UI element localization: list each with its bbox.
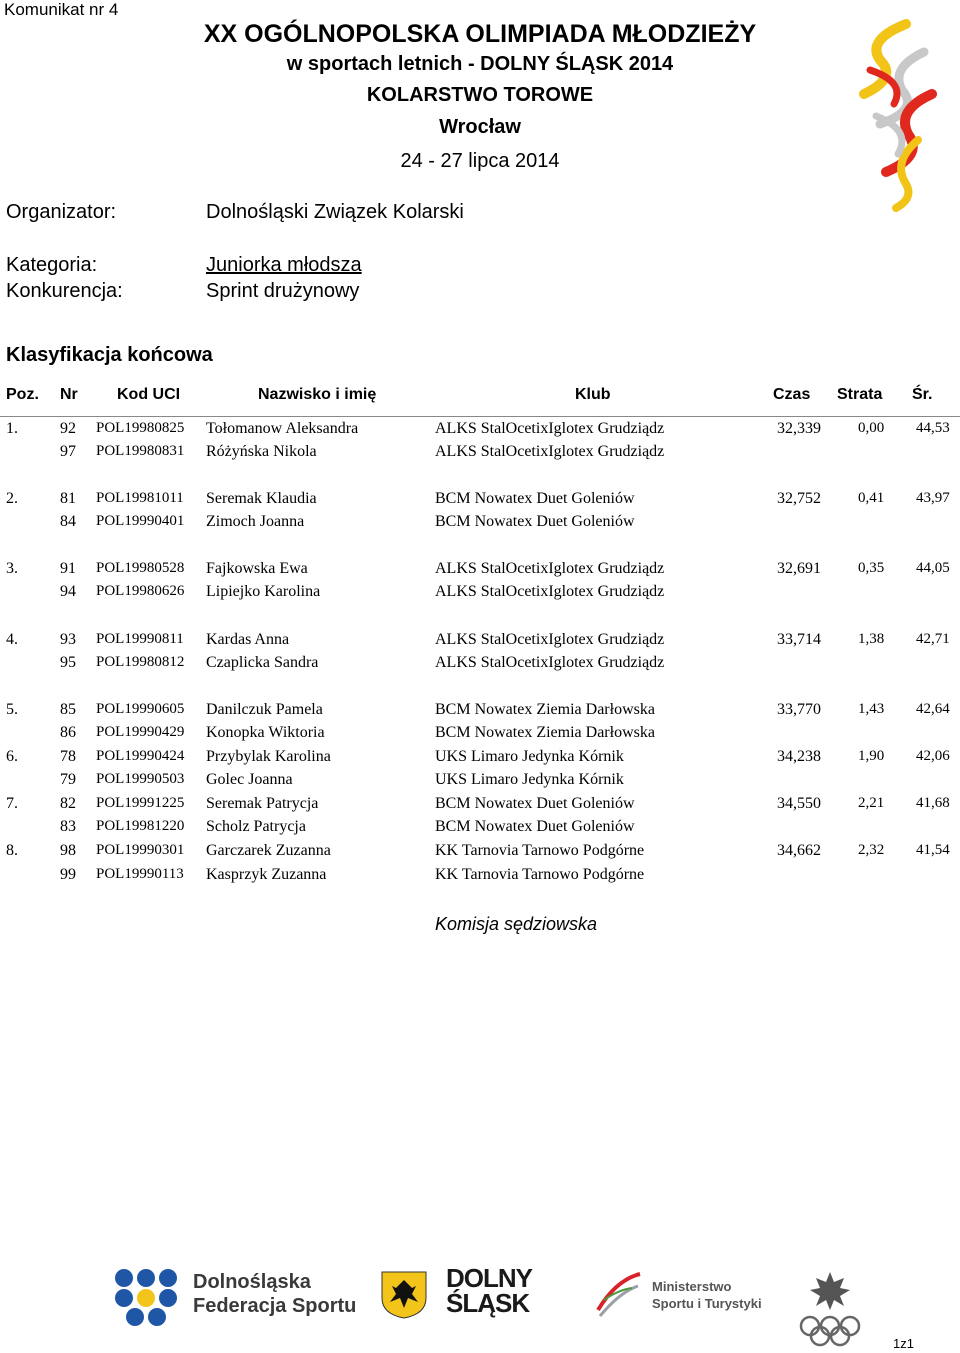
cell-loss: 2,21: [858, 795, 885, 811]
dolny-line1: DOLNY: [446, 1263, 532, 1293]
cell-nr: 94: [60, 583, 76, 600]
cell-name: Kardas Anna: [206, 631, 290, 648]
cell-poz: 1.: [6, 420, 18, 437]
cell-nr: 85: [60, 701, 76, 718]
cell-nr: 93: [60, 631, 76, 648]
cell-name: Czaplicka Sandra: [206, 654, 319, 671]
table-row: [0, 771, 960, 794]
cell-poz: 8.: [6, 842, 18, 859]
cell-club: BCM Nowatex Duet Goleniów: [435, 818, 635, 835]
city-title: Wrocław: [439, 116, 521, 138]
dates-title: 24 - 27 lipca 2014: [400, 150, 560, 172]
cell-uci: POL19990429: [96, 724, 185, 740]
table-row: [0, 420, 960, 443]
table-row: [0, 818, 960, 841]
header-poz: Poz.: [6, 386, 39, 403]
table-row: [0, 654, 960, 677]
cell-club: UKS Limaro Jedynka Kórnik: [435, 748, 624, 765]
cell-nr: 99: [60, 866, 76, 883]
header-speed: Śr.: [912, 386, 933, 403]
dfs-line1: Dolnośląska: [193, 1271, 311, 1293]
cell-uci: POL19990301: [96, 842, 185, 858]
cell-nr: 82: [60, 795, 76, 812]
cell-name: Garczarek Zuzanna: [206, 842, 331, 859]
competition-label: Konkurencja:: [6, 280, 123, 302]
cell-nr: 79: [60, 771, 76, 788]
page-title: XX OGÓLNOPOLSKA OLIMPIADA MŁODZIEŻY: [203, 20, 757, 48]
discipline-title: KOLARSTWO TOROWE: [366, 84, 594, 106]
category-label: Kategoria:: [6, 254, 98, 276]
header-divider: [0, 416, 960, 417]
cell-speed: 42,64: [916, 701, 950, 717]
cell-nr: 78: [60, 748, 76, 765]
header-nr: Nr: [60, 386, 78, 403]
cell-club: BCM Nowatex Ziemia Darłowska: [435, 724, 655, 741]
section-title: Klasyfikacja końcowa: [6, 344, 213, 366]
table-row: [0, 631, 960, 654]
header-club: Klub: [575, 386, 611, 403]
competition-value: Sprint drużynowy: [206, 280, 360, 302]
cell-nr: 81: [60, 490, 76, 507]
header-uci: Kod UCI: [117, 386, 181, 403]
cell-time: 34,550: [777, 795, 821, 812]
cell-loss: 0,00: [858, 420, 885, 436]
cell-club: ALKS StalOcetixIglotex Grudziądz: [435, 654, 665, 671]
cell-uci: POL19990424: [96, 748, 185, 764]
dfs-logo-icon: [112, 1266, 182, 1328]
organizer-value: Dolnośląski Związek Kolarski: [206, 201, 464, 223]
cell-uci: POL19980831: [96, 443, 185, 459]
cell-club: ALKS StalOcetixIglotex Grudziądz: [435, 560, 665, 577]
cell-club: BCM Nowatex Duet Goleniów: [435, 795, 635, 812]
cell-club: BCM Nowatex Duet Goleniów: [435, 490, 635, 507]
cell-nr: 84: [60, 513, 76, 530]
olympic-committee-logo-icon: [790, 1268, 870, 1348]
cell-uci: POL19990811: [96, 631, 184, 647]
dolny-slask-text: [446, 1263, 532, 1318]
table-row: [0, 724, 960, 747]
olympiad-logo-icon: [836, 12, 946, 212]
cell-club: ALKS StalOcetixIglotex Grudziądz: [435, 420, 665, 437]
cell-loss: 1,38: [858, 631, 885, 647]
cell-name: Różyńska Nikola: [206, 443, 317, 460]
cell-poz: 7.: [6, 795, 18, 812]
cell-club: KK Tarnovia Tarnowo Podgórne: [435, 866, 645, 883]
cell-uci: POL19981011: [96, 490, 184, 506]
cell-nr: 92: [60, 420, 76, 437]
cell-loss: 0,35: [858, 560, 885, 576]
table-row: [0, 842, 960, 865]
cell-name: Golec Joanna: [206, 771, 293, 788]
cell-poz: 2.: [6, 490, 18, 507]
table-row: [0, 866, 960, 889]
dfs-line2: Federacja Sportu: [193, 1295, 357, 1317]
header-time: Czas: [773, 386, 811, 403]
komisja-label: Komisja sędziowska: [435, 914, 598, 934]
cell-speed: 42,71: [916, 631, 950, 647]
cell-uci: POL19980626: [96, 583, 185, 599]
cell-time: 33,714: [777, 631, 821, 648]
cell-time: 34,238: [777, 748, 821, 765]
cell-name: Tołomanow Aleksandra: [206, 420, 359, 437]
cell-club: BCM Nowatex Duet Goleniów: [435, 513, 635, 530]
cell-poz: 4.: [6, 631, 18, 648]
cell-loss: 0,41: [858, 490, 885, 506]
cell-nr: 91: [60, 560, 76, 577]
page-number: 1z1: [893, 1336, 914, 1351]
cell-name: Lipiejko Karolina: [206, 583, 321, 600]
cell-name: Fajkowska Ewa: [206, 560, 308, 577]
table-row: [0, 490, 960, 513]
page-subtitle: w sportach letnich - DOLNY ŚLĄSK 2014: [286, 53, 674, 75]
cell-uci: POL19990401: [96, 513, 185, 529]
cell-time: 33,770: [777, 701, 821, 718]
cell-uci: POL19980812: [96, 654, 185, 670]
cell-name: Zimoch Joanna: [206, 513, 305, 530]
cell-name: Seremak Patrycja: [206, 795, 319, 812]
cell-speed: 44,05: [916, 560, 950, 576]
cell-nr: 95: [60, 654, 76, 671]
organizer-label: Organizator:: [6, 201, 117, 223]
cell-uci: POL19980825: [96, 420, 185, 436]
cell-speed: 41,68: [916, 795, 950, 811]
cell-uci: POL19990605: [96, 701, 185, 717]
table-row: [0, 443, 960, 466]
cell-club: KK Tarnovia Tarnowo Podgórne: [435, 842, 645, 859]
table-row: [0, 560, 960, 583]
ministry-text: [652, 1278, 762, 1312]
cell-time: 32,339: [777, 420, 821, 437]
cell-club: UKS Limaro Jedynka Kórnik: [435, 771, 624, 788]
cell-name: Kasprzyk Zuzanna: [206, 866, 327, 883]
cell-time: 34,662: [777, 842, 821, 859]
cell-club: ALKS StalOcetixIglotex Grudziądz: [435, 443, 665, 460]
cell-uci: POL19981220: [96, 818, 185, 834]
cell-uci: POL19990113: [96, 866, 184, 882]
table-row: [0, 583, 960, 606]
cell-name: Scholz Patrycja: [206, 818, 306, 835]
cell-uci: POL19991225: [96, 795, 185, 811]
cell-poz: 3.: [6, 560, 18, 577]
cell-time: 32,691: [777, 560, 821, 577]
cell-speed: 44,53: [916, 420, 950, 436]
cell-time: 32,752: [777, 490, 821, 507]
header-loss: Strata: [837, 386, 883, 403]
table-row: [0, 748, 960, 771]
header-name: Nazwisko i imię: [258, 386, 377, 403]
cell-poz: 5.: [6, 701, 18, 718]
cell-nr: 83: [60, 818, 76, 835]
cell-name: Danilczuk Pamela: [206, 701, 323, 718]
komunikat-label: Komunikat nr 4: [4, 0, 119, 19]
cell-speed: 43,97: [916, 490, 950, 506]
cell-name: Przybylak Karolina: [206, 748, 331, 765]
cell-speed: 42,06: [916, 748, 950, 764]
cell-uci: POL19980528: [96, 560, 185, 576]
table-row: [0, 701, 960, 724]
dolny-slask-crest-icon: [378, 1268, 430, 1320]
table-row: [0, 513, 960, 536]
cell-speed: 41,54: [916, 842, 950, 858]
cell-name: Seremak Klaudia: [206, 490, 317, 507]
ministry-line2: Sportu i Turystyki: [652, 1296, 762, 1311]
cell-loss: 2,32: [858, 842, 885, 858]
dolny-line2: ŚLĄSK: [446, 1288, 530, 1318]
cell-loss: 1,90: [858, 748, 885, 764]
ministry-swoosh-icon: [596, 1270, 642, 1320]
cell-name: Konopka Wiktoria: [206, 724, 325, 741]
cell-uci: POL19990503: [96, 771, 185, 787]
cell-club: ALKS StalOcetixIglotex Grudziądz: [435, 631, 665, 648]
category-value: Juniorka młodsza: [206, 254, 362, 276]
cell-club: ALKS StalOcetixIglotex Grudziądz: [435, 583, 665, 600]
cell-club: BCM Nowatex Ziemia Darłowska: [435, 701, 655, 718]
cell-loss: 1,43: [858, 701, 885, 717]
dfs-logo-text: [193, 1270, 356, 1318]
table-row: [0, 795, 960, 818]
cell-poz: 6.: [6, 748, 18, 765]
cell-nr: 98: [60, 842, 76, 859]
cell-nr: 86: [60, 724, 76, 741]
cell-nr: 97: [60, 443, 76, 460]
ministry-line1: Ministerstwo: [652, 1279, 732, 1294]
